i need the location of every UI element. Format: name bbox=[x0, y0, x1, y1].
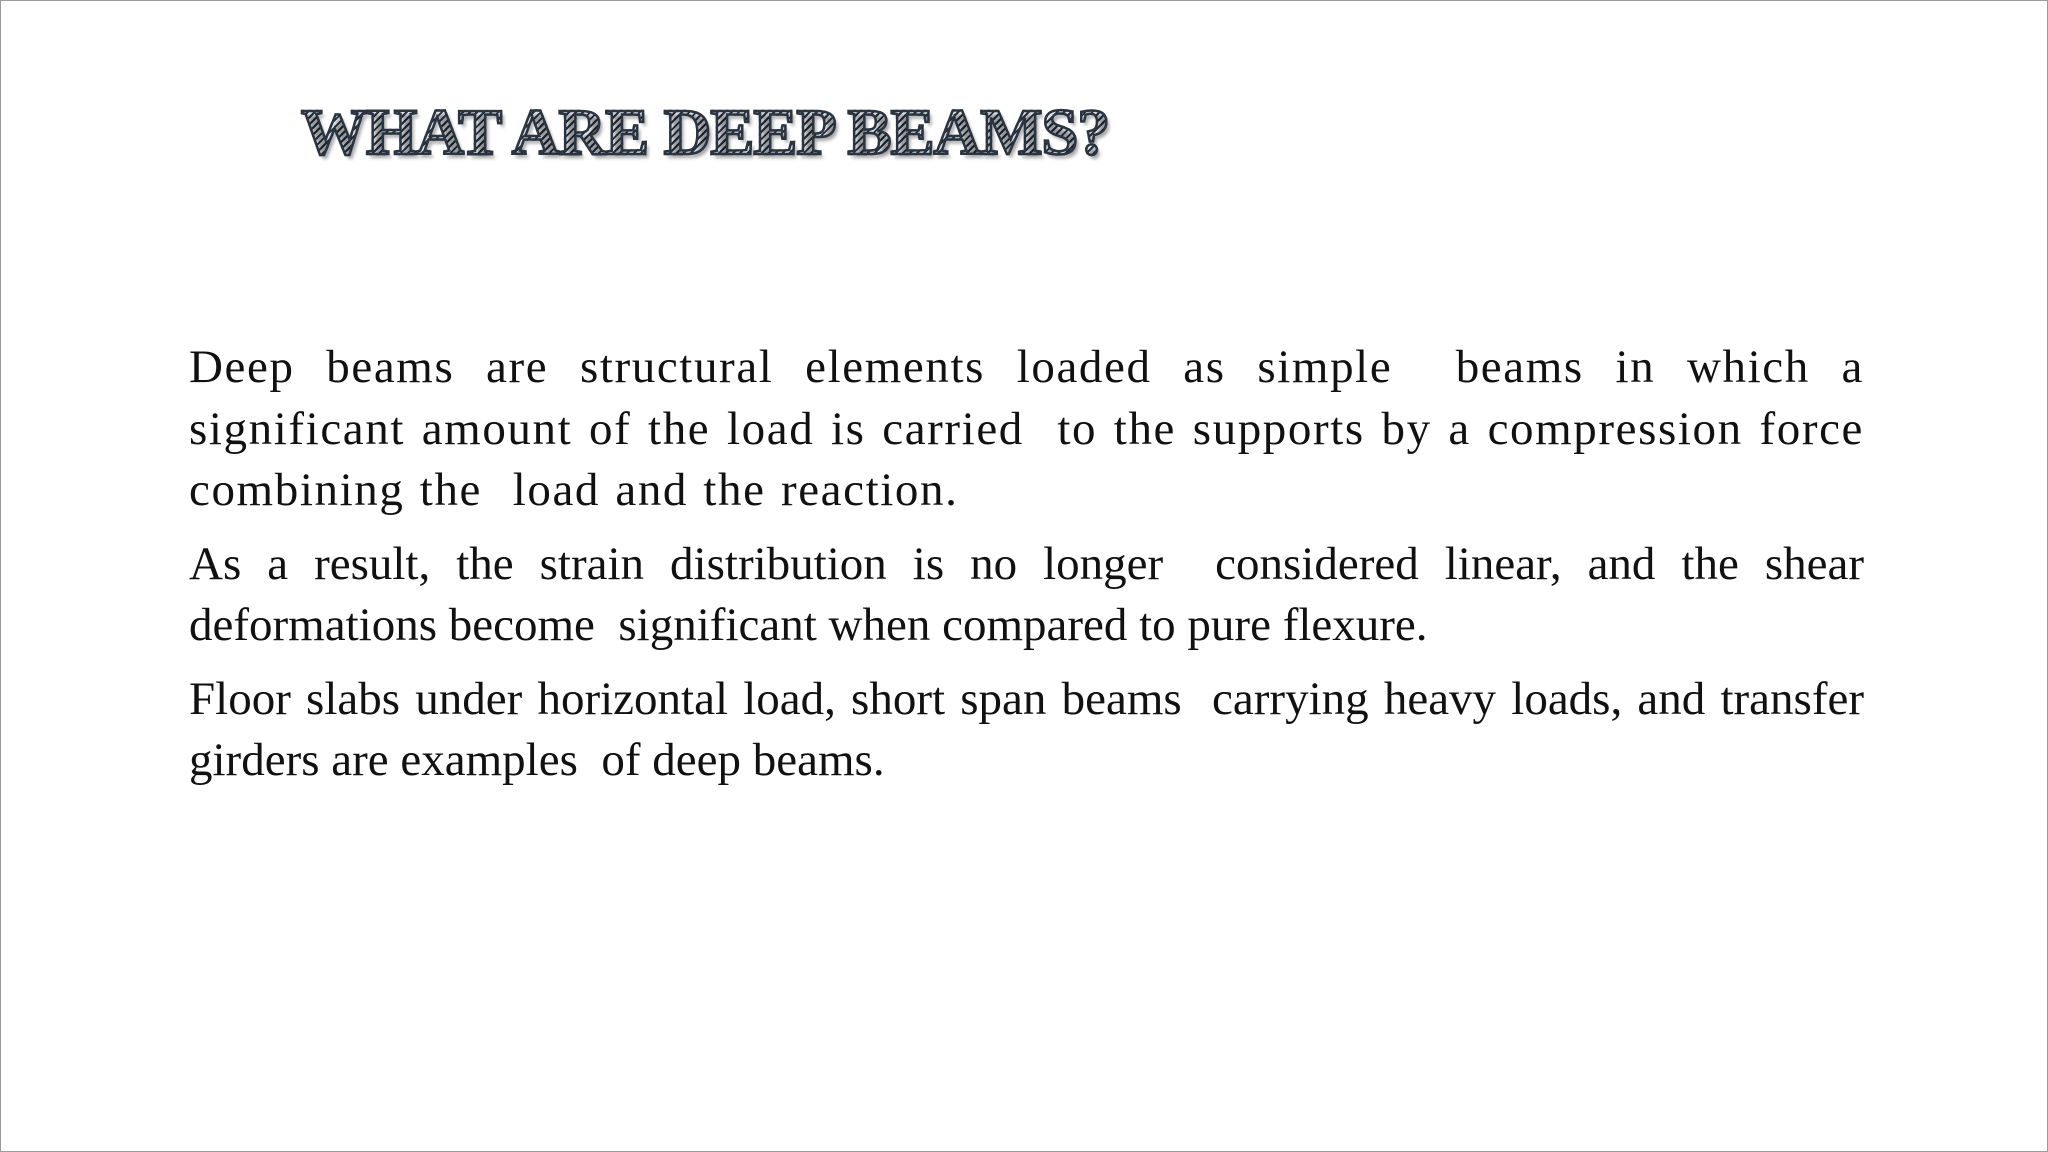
slide-title bbox=[301, 89, 1301, 177]
paragraph-examples: Floor slabs under horizontal load, short span beams carrying heavy loads, and transfer girders are examples of deep beams. bbox=[189, 672, 1876, 786]
slide-body bbox=[189, 337, 1880, 804]
slide-title-text: WHAT ARE DEEP BEAMS? bbox=[301, 96, 1110, 169]
paragraph-strain: As a result, the strain distribution is no longer considered linear, and the shear deformations become significant when compared to pure flexure. bbox=[189, 537, 1876, 651]
paragraph-definition: Deep beams are structural elements loaded as simple beams in which a significant amount of the load is carried to the supports by a compression force combining the load and the reaction. bbox=[189, 341, 1880, 516]
